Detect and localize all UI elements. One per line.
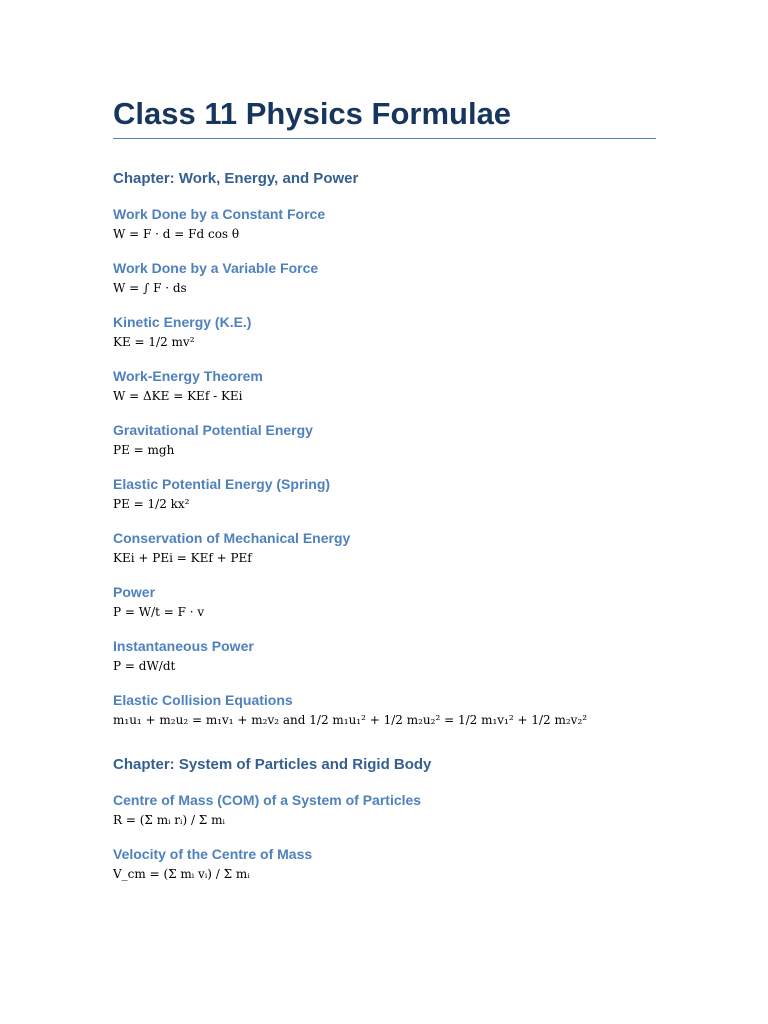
section-work-constant-force [113,205,656,243]
section-heading: Work-Energy Theorem [113,368,263,384]
section-heading: Work Done by a Constant Force [113,206,326,222]
formula: V_cm = (Σ mᵢ vᵢ) / Σ mᵢ [113,867,250,881]
section-heading: Centre of Mass (COM) of a System of Particles [113,792,422,808]
section-gravitational-pe [113,421,656,459]
section-work-energy-theorem [113,367,656,405]
section-power [113,583,656,621]
section-centre-of-mass [113,791,656,829]
formula: W = ∫ F · ds [113,281,187,295]
section-heading: Velocity of the Centre of Mass [113,846,313,862]
section-heading: Elastic Potential Energy (Spring) [113,476,331,492]
section-heading: Instantaneous Power [113,638,254,654]
chapter-heading: Chapter: Work, Energy, and Power [113,170,359,187]
section-velocity-com [113,845,656,883]
section-instantaneous-power [113,637,656,675]
document-title: Class 11 Physics Formulae [113,94,656,139]
section-heading: Gravitational Potential Energy [113,422,313,438]
formula: PE = 1/2 kx² [113,497,190,511]
section-kinetic-energy [113,313,656,351]
formula: KE = 1/2 mv² [113,335,195,349]
formula: P = dW/dt [113,659,176,673]
formula: W = F · d = Fd cos θ [113,227,240,241]
formula: PE = mgh [113,443,175,457]
chapter-heading: Chapter: System of Particles and Rigid Body [113,756,432,773]
chapter-system-of-particles [113,755,656,883]
section-heading: Elastic Collision Equations [113,692,293,708]
formula: R = (Σ mᵢ rᵢ) / Σ mᵢ [113,813,225,827]
section-elastic-collision [113,691,656,729]
section-conservation-energy [113,529,656,567]
formula: P = W/t = F · v [113,605,205,619]
section-heading: Power [113,584,156,600]
section-heading: Conservation of Mechanical Energy [113,530,351,546]
section-elastic-pe [113,475,656,513]
formula: W = ΔKE = KEf - KEi [113,389,243,403]
section-work-variable-force [113,259,656,297]
document-content [113,94,656,883]
chapter-work-energy-power [113,169,656,729]
formula: KEi + PEi = KEf + PEf [113,551,252,565]
section-heading: Work Done by a Variable Force [113,260,319,276]
formula: m₁u₁ + m₂u₂ = m₁v₁ + m₂v₂ and 1/2 m₁u₁² + 1/2 m₂u₂² = 1/2 m₁v₁² + 1/2 m₂v₂² [113,713,588,727]
section-heading: Kinetic Energy (K.E.) [113,314,252,330]
